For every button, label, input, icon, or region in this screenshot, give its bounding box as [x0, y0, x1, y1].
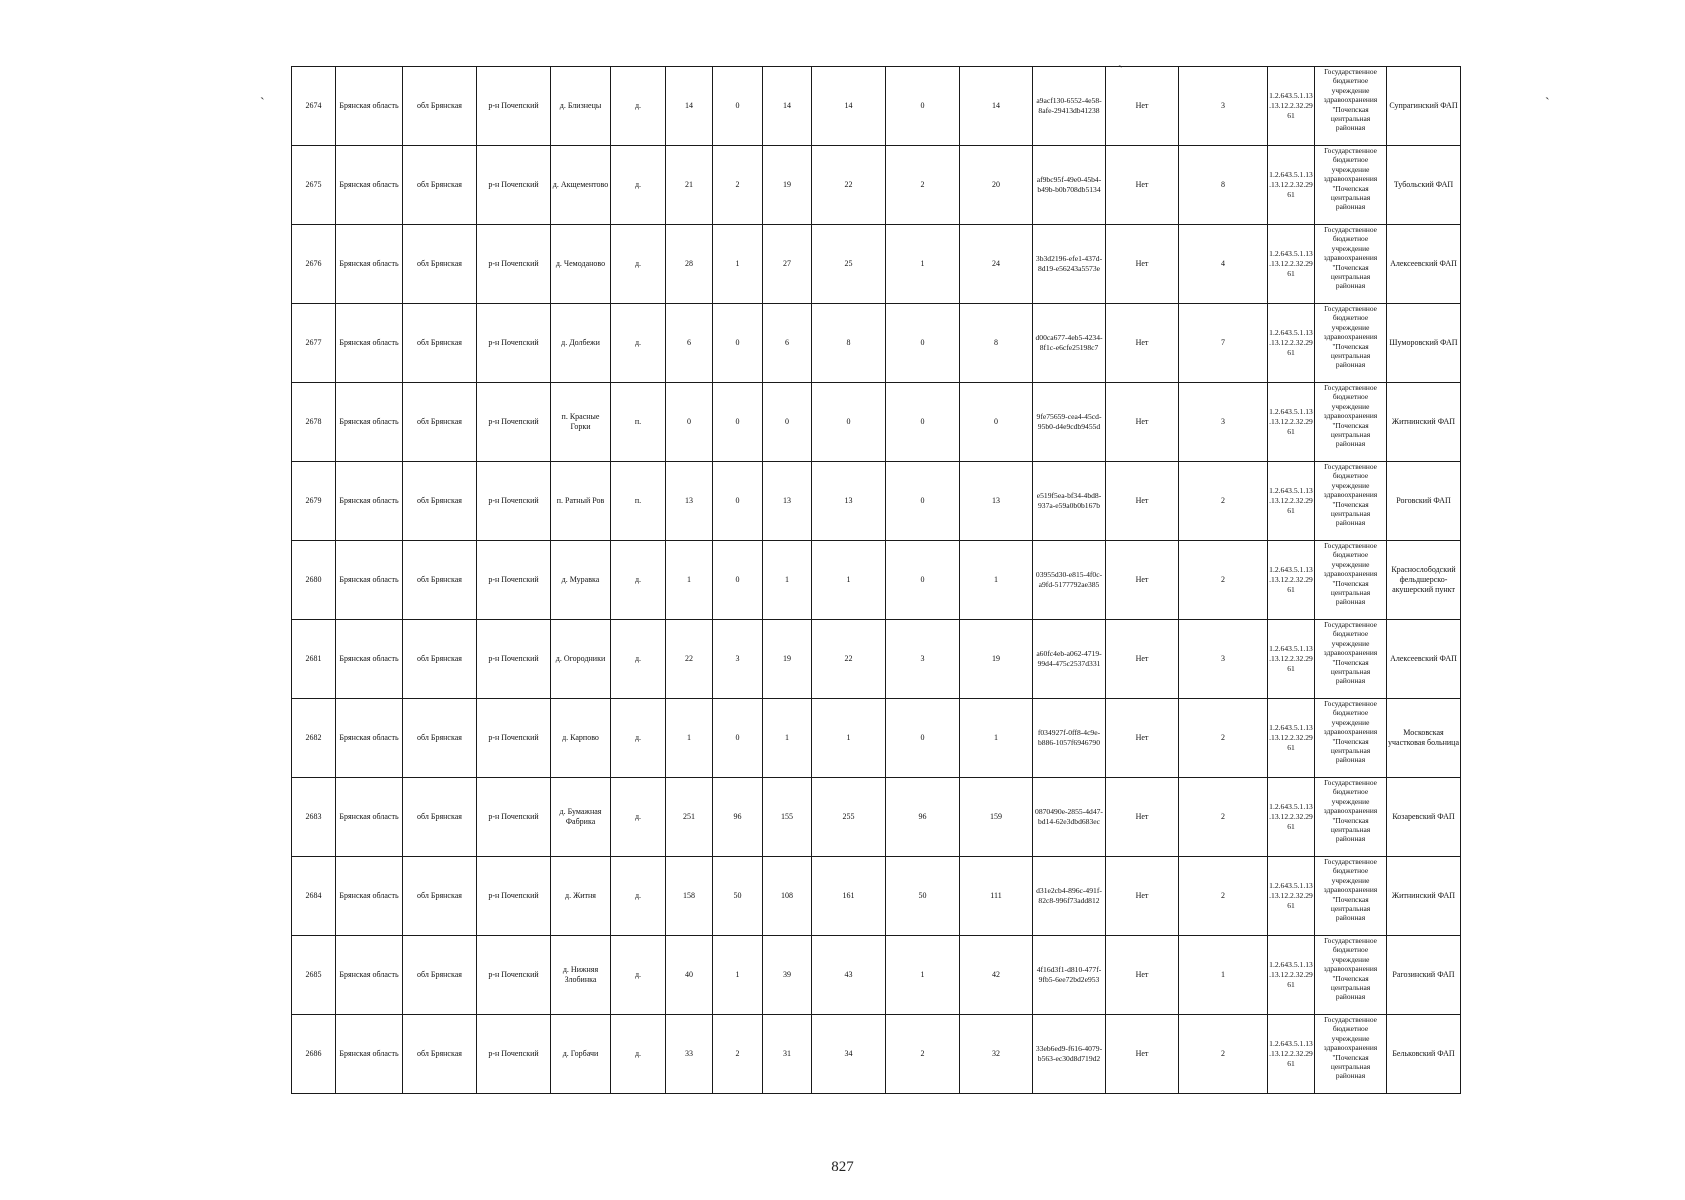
count-cell: 7 [1179, 304, 1268, 383]
value-cell: 2 [713, 1015, 763, 1094]
guid-cell: e519f5ea-bf34-4bd8-937a-e59a0b0b167b [1033, 462, 1106, 541]
row-number-cell: 2676 [292, 225, 336, 304]
settlement-cell: д. Долбежи [551, 304, 611, 383]
settlement-cell: д. Чемоданово [551, 225, 611, 304]
region-cell: Брянская область [336, 383, 403, 462]
value-cell: 159 [960, 778, 1033, 857]
scan-mark-middle: ` [1118, 64, 1123, 79]
scan-mark-left: ` [260, 96, 265, 111]
count-cell: 2 [1179, 857, 1268, 936]
value-cell: 2 [713, 146, 763, 225]
region-cell: Брянская область [336, 778, 403, 857]
row-number-cell: 2675 [292, 146, 336, 225]
value-cell: 22 [812, 146, 886, 225]
oid-cell: 1.2.643.5.1.13.13.12.2.32.2961 [1268, 225, 1315, 304]
value-cell: 2 [886, 146, 960, 225]
value-cell: 0 [886, 304, 960, 383]
guid-cell: 33eb6ed9-f616-4079-b563-ec30d8d719d2 [1033, 1015, 1106, 1094]
oid-cell: 1.2.643.5.1.13.13.12.2.32.2961 [1268, 541, 1315, 620]
flag-cell: Нет [1106, 541, 1179, 620]
municipality-cell: р-н Почепский [477, 225, 551, 304]
settlement-type-cell: д. [611, 225, 666, 304]
table-row [292, 541, 1461, 620]
page-number: 827 [831, 1159, 854, 1175]
oid-cell: 1.2.643.5.1.13.13.12.2.32.2961 [1268, 936, 1315, 1015]
settlement-cell: д. Горбачи [551, 1015, 611, 1094]
guid-cell: d31e2cb4-896c-491f-82c8-996f73add812 [1033, 857, 1106, 936]
value-cell: 13 [960, 462, 1033, 541]
value-cell: 1 [763, 699, 812, 778]
flag-cell: Нет [1106, 304, 1179, 383]
count-cell: 8 [1179, 146, 1268, 225]
district-cell: обл Брянская [403, 462, 477, 541]
value-cell: 33 [666, 1015, 713, 1094]
value-cell: 1 [666, 541, 713, 620]
guid-cell: d00ca677-4eb5-4234-8f1c-e6cfe25198c7 [1033, 304, 1106, 383]
flag-cell: Нет [1106, 620, 1179, 699]
institution-cell: Государственное бюджетное учреждение здравоохранения "Почепская центральная районная [1315, 146, 1387, 225]
settlement-cell: п. Красные Горки [551, 383, 611, 462]
value-cell: 32 [960, 1015, 1033, 1094]
flag-cell: Нет [1106, 383, 1179, 462]
value-cell: 1 [886, 225, 960, 304]
district-cell: обл Брянская [403, 857, 477, 936]
region-cell: Брянская область [336, 1015, 403, 1094]
municipality-cell: р-н Почепский [477, 541, 551, 620]
value-cell: 19 [960, 620, 1033, 699]
municipality-cell: р-н Почепский [477, 67, 551, 146]
value-cell: 161 [812, 857, 886, 936]
institution-cell: Государственное бюджетное учреждение здравоохранения "Почепская центральная районная [1315, 304, 1387, 383]
guid-cell: 9fe75659-cea4-45cd-95b0-d4e9cdb9455d [1033, 383, 1106, 462]
oid-cell: 1.2.643.5.1.13.13.12.2.32.2961 [1268, 778, 1315, 857]
guid-cell: 4f16d3f1-d810-477f-9fb5-6ee72bd2e953 [1033, 936, 1106, 1015]
region-cell: Брянская область [336, 462, 403, 541]
value-cell: 39 [763, 936, 812, 1015]
value-cell: 6 [763, 304, 812, 383]
flag-cell: Нет [1106, 146, 1179, 225]
institution-cell: Государственное бюджетное учреждение здравоохранения "Почепская центральная районная [1315, 1015, 1387, 1094]
guid-cell: 03955d30-e815-4f0c-a9fd-5177792ae385 [1033, 541, 1106, 620]
count-cell: 3 [1179, 620, 1268, 699]
fap-cell: Бельковский ФАП [1387, 1015, 1461, 1094]
count-cell: 2 [1179, 778, 1268, 857]
fap-cell: Алексеевский ФАП [1387, 225, 1461, 304]
row-number-cell: 2678 [292, 383, 336, 462]
table-body [292, 67, 1461, 1094]
value-cell: 0 [713, 67, 763, 146]
row-number-cell: 2682 [292, 699, 336, 778]
region-cell: Брянская область [336, 304, 403, 383]
guid-cell: 0870490e-2855-4d47-bd14-62e3dbd683ec [1033, 778, 1106, 857]
table-row [292, 1015, 1461, 1094]
table-row [292, 778, 1461, 857]
count-cell: 2 [1179, 1015, 1268, 1094]
settlement-cell: д. Огородники [551, 620, 611, 699]
value-cell: 0 [886, 383, 960, 462]
table-row [292, 857, 1461, 936]
value-cell: 13 [812, 462, 886, 541]
value-cell: 13 [763, 462, 812, 541]
row-number-cell: 2679 [292, 462, 336, 541]
district-cell: обл Брянская [403, 699, 477, 778]
institution-cell: Государственное бюджетное учреждение здравоохранения "Почепская центральная районная [1315, 620, 1387, 699]
fap-cell: Супрагинский ФАП [1387, 67, 1461, 146]
table-row [292, 225, 1461, 304]
district-cell: обл Брянская [403, 225, 477, 304]
guid-cell: 3b3d2196-efe1-437d-8d19-e56243a5573e [1033, 225, 1106, 304]
district-cell: обл Брянская [403, 936, 477, 1015]
value-cell: 50 [886, 857, 960, 936]
count-cell: 2 [1179, 541, 1268, 620]
fap-cell: Московская участковая больница [1387, 699, 1461, 778]
settlement-type-cell: д. [611, 857, 666, 936]
guid-cell: af9bc95f-49e0-45b4-b49b-b0b708db5134 [1033, 146, 1106, 225]
fap-cell: Краснослободский фельдшерско-акушерский пункт [1387, 541, 1461, 620]
settlement-type-cell: п. [611, 462, 666, 541]
value-cell: 0 [713, 541, 763, 620]
value-cell: 158 [666, 857, 713, 936]
row-number-cell: 2686 [292, 1015, 336, 1094]
value-cell: 40 [666, 936, 713, 1015]
count-cell: 2 [1179, 699, 1268, 778]
value-cell: 1 [713, 936, 763, 1015]
settlement-type-cell: д. [611, 541, 666, 620]
value-cell: 0 [886, 699, 960, 778]
region-cell: Брянская область [336, 541, 403, 620]
oid-cell: 1.2.643.5.1.13.13.12.2.32.2961 [1268, 146, 1315, 225]
institution-cell: Государственное бюджетное учреждение здравоохранения "Почепская центральная районная [1315, 857, 1387, 936]
value-cell: 27 [763, 225, 812, 304]
settlement-cell: д. Житня [551, 857, 611, 936]
settlement-type-cell: д. [611, 146, 666, 225]
oid-cell: 1.2.643.5.1.13.13.12.2.32.2961 [1268, 857, 1315, 936]
oid-cell: 1.2.643.5.1.13.13.12.2.32.2961 [1268, 620, 1315, 699]
row-number-cell: 2674 [292, 67, 336, 146]
region-cell: Брянская область [336, 146, 403, 225]
value-cell: 8 [812, 304, 886, 383]
municipality-cell: р-н Почепский [477, 778, 551, 857]
flag-cell: Нет [1106, 778, 1179, 857]
value-cell: 43 [812, 936, 886, 1015]
value-cell: 0 [713, 304, 763, 383]
guid-cell: f034927f-0ff8-4c9e-b886-1057f6946790 [1033, 699, 1106, 778]
settlement-cell: д. Близнецы [551, 67, 611, 146]
municipality-cell: р-н Почепский [477, 936, 551, 1015]
value-cell: 0 [886, 67, 960, 146]
settlements-table [291, 66, 1461, 1094]
settlement-type-cell: д. [611, 67, 666, 146]
fap-cell: Роговский ФАП [1387, 462, 1461, 541]
settlement-type-cell: д. [611, 699, 666, 778]
value-cell: 8 [960, 304, 1033, 383]
municipality-cell: р-н Почепский [477, 699, 551, 778]
value-cell: 255 [812, 778, 886, 857]
value-cell: 24 [960, 225, 1033, 304]
flag-cell: Нет [1106, 1015, 1179, 1094]
region-cell: Брянская область [336, 225, 403, 304]
institution-cell: Государственное бюджетное учреждение здравоохранения "Почепская центральная районная [1315, 383, 1387, 462]
settlement-cell: д. Нижняя Злобинка [551, 936, 611, 1015]
value-cell: 14 [666, 67, 713, 146]
value-cell: 0 [886, 541, 960, 620]
value-cell: 22 [812, 620, 886, 699]
municipality-cell: р-н Почепский [477, 620, 551, 699]
value-cell: 31 [763, 1015, 812, 1094]
row-number-cell: 2685 [292, 936, 336, 1015]
value-cell: 111 [960, 857, 1033, 936]
settlement-cell: п. Ратный Ров [551, 462, 611, 541]
municipality-cell: р-н Почепский [477, 304, 551, 383]
value-cell: 0 [713, 462, 763, 541]
value-cell: 1 [812, 541, 886, 620]
municipality-cell: р-н Почепский [477, 1015, 551, 1094]
value-cell: 1 [812, 699, 886, 778]
value-cell: 28 [666, 225, 713, 304]
fap-cell: Житнинский ФАП [1387, 857, 1461, 936]
value-cell: 42 [960, 936, 1033, 1015]
value-cell: 2 [886, 1015, 960, 1094]
district-cell: обл Брянская [403, 304, 477, 383]
value-cell: 19 [763, 620, 812, 699]
value-cell: 108 [763, 857, 812, 936]
region-cell: Брянская область [336, 699, 403, 778]
value-cell: 96 [713, 778, 763, 857]
count-cell: 1 [1179, 936, 1268, 1015]
value-cell: 13 [666, 462, 713, 541]
row-number-cell: 2680 [292, 541, 336, 620]
value-cell: 14 [763, 67, 812, 146]
district-cell: обл Брянская [403, 620, 477, 699]
value-cell: 14 [812, 67, 886, 146]
settlement-type-cell: д. [611, 304, 666, 383]
settlement-type-cell: д. [611, 778, 666, 857]
count-cell: 3 [1179, 383, 1268, 462]
district-cell: обл Брянская [403, 383, 477, 462]
institution-cell: Государственное бюджетное учреждение здравоохранения "Почепская центральная районная [1315, 936, 1387, 1015]
value-cell: 0 [666, 383, 713, 462]
district-cell: обл Брянская [403, 541, 477, 620]
value-cell: 6 [666, 304, 713, 383]
oid-cell: 1.2.643.5.1.13.13.12.2.32.2961 [1268, 1015, 1315, 1094]
count-cell: 4 [1179, 225, 1268, 304]
fap-cell: Шумоpовский ФАП [1387, 304, 1461, 383]
value-cell: 22 [666, 620, 713, 699]
settlement-type-cell: д. [611, 1015, 666, 1094]
settlement-cell: д. Акщементово [551, 146, 611, 225]
value-cell: 25 [812, 225, 886, 304]
fap-cell: Житнинский ФАП [1387, 383, 1461, 462]
count-cell: 3 [1179, 67, 1268, 146]
guid-cell: a60fc4eb-a062-4719-99d4-475c2537d331 [1033, 620, 1106, 699]
institution-cell: Государственное бюджетное учреждение здравоохранения "Почепская центральная районная [1315, 67, 1387, 146]
flag-cell: Нет [1106, 462, 1179, 541]
table-row [292, 936, 1461, 1015]
settlement-type-cell: п. [611, 383, 666, 462]
flag-cell: Нет [1106, 936, 1179, 1015]
row-number-cell: 2681 [292, 620, 336, 699]
value-cell: 0 [713, 699, 763, 778]
settlement-cell: д. Карпово [551, 699, 611, 778]
flag-cell: Нет [1106, 699, 1179, 778]
flag-cell: Нет [1106, 225, 1179, 304]
flag-cell: Нет [1106, 67, 1179, 146]
value-cell: 14 [960, 67, 1033, 146]
table-row [292, 304, 1461, 383]
district-cell: обл Брянская [403, 1015, 477, 1094]
count-cell: 2 [1179, 462, 1268, 541]
region-cell: Брянская область [336, 67, 403, 146]
value-cell: 96 [886, 778, 960, 857]
row-number-cell: 2684 [292, 857, 336, 936]
value-cell: 20 [960, 146, 1033, 225]
oid-cell: 1.2.643.5.1.13.13.12.2.32.2961 [1268, 67, 1315, 146]
value-cell: 0 [886, 462, 960, 541]
district-cell: обл Брянская [403, 146, 477, 225]
oid-cell: 1.2.643.5.1.13.13.12.2.32.2961 [1268, 462, 1315, 541]
value-cell: 1 [960, 541, 1033, 620]
district-cell: обл Брянская [403, 67, 477, 146]
oid-cell: 1.2.643.5.1.13.13.12.2.32.2961 [1268, 383, 1315, 462]
table-row [292, 383, 1461, 462]
value-cell: 3 [886, 620, 960, 699]
settlement-type-cell: д. [611, 620, 666, 699]
value-cell: 19 [763, 146, 812, 225]
table-row [292, 146, 1461, 225]
region-cell: Брянская область [336, 936, 403, 1015]
table-row [292, 462, 1461, 541]
value-cell: 3 [713, 620, 763, 699]
fap-cell: Рагозинский ФАП [1387, 936, 1461, 1015]
table-row [292, 699, 1461, 778]
institution-cell: Государственное бюджетное учреждение здравоохранения "Почепская центральная районная [1315, 778, 1387, 857]
oid-cell: 1.2.643.5.1.13.13.12.2.32.2961 [1268, 304, 1315, 383]
flag-cell: Нет [1106, 857, 1179, 936]
value-cell: 0 [763, 383, 812, 462]
row-number-cell: 2677 [292, 304, 336, 383]
fap-cell: Козаревский ФАП [1387, 778, 1461, 857]
value-cell: 1 [886, 936, 960, 1015]
scan-mark-right: ` [1545, 96, 1550, 111]
table-row [292, 620, 1461, 699]
guid-cell: a9acf130-6552-4e58-8afe-29413db41238 [1033, 67, 1106, 146]
region-cell: Брянская область [336, 620, 403, 699]
value-cell: 0 [960, 383, 1033, 462]
value-cell: 1 [713, 225, 763, 304]
value-cell: 50 [713, 857, 763, 936]
municipality-cell: р-н Почепский [477, 857, 551, 936]
row-number-cell: 2683 [292, 778, 336, 857]
institution-cell: Государственное бюджетное учреждение здравоохранения "Почепская центральная районная [1315, 699, 1387, 778]
value-cell: 155 [763, 778, 812, 857]
oid-cell: 1.2.643.5.1.13.13.12.2.32.2961 [1268, 699, 1315, 778]
settlement-cell: д. Бумажная Фабрика [551, 778, 611, 857]
value-cell: 0 [713, 383, 763, 462]
settlement-cell: д. Муравка [551, 541, 611, 620]
municipality-cell: р-н Почепский [477, 462, 551, 541]
municipality-cell: р-н Почепский [477, 146, 551, 225]
institution-cell: Государственное бюджетное учреждение здравоохранения "Почепская центральная районная [1315, 225, 1387, 304]
settlement-type-cell: д. [611, 936, 666, 1015]
value-cell: 1 [763, 541, 812, 620]
institution-cell: Государственное бюджетное учреждение здравоохранения "Почепская центральная районная [1315, 541, 1387, 620]
institution-cell: Государственное бюджетное учреждение здравоохранения "Почепская центральная районная [1315, 462, 1387, 541]
district-cell: обл Брянская [403, 778, 477, 857]
fap-cell: Алексеевский ФАП [1387, 620, 1461, 699]
fap-cell: Тубольский ФАП [1387, 146, 1461, 225]
municipality-cell: р-н Почепский [477, 383, 551, 462]
value-cell: 1 [960, 699, 1033, 778]
value-cell: 0 [812, 383, 886, 462]
table-row [292, 67, 1461, 146]
value-cell: 1 [666, 699, 713, 778]
value-cell: 251 [666, 778, 713, 857]
value-cell: 34 [812, 1015, 886, 1094]
region-cell: Брянская область [336, 857, 403, 936]
value-cell: 21 [666, 146, 713, 225]
